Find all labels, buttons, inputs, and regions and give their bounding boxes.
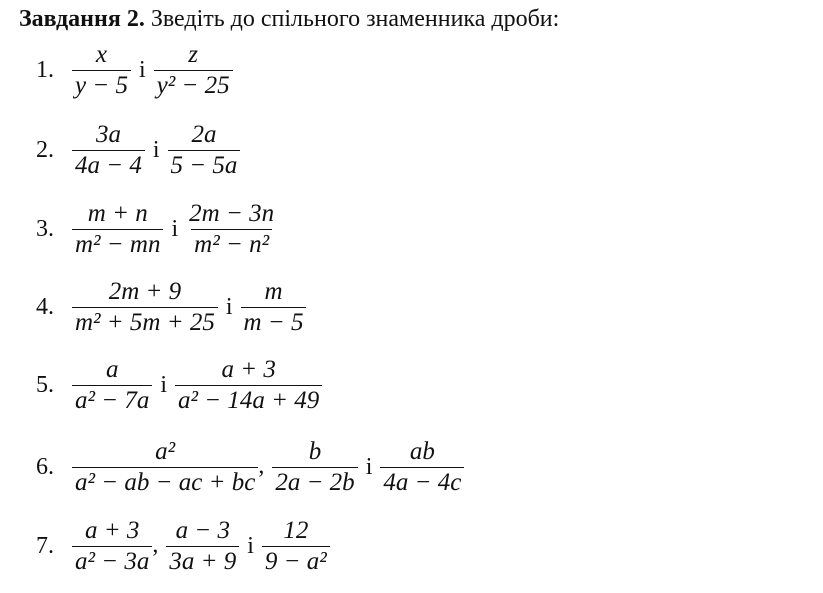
numerator: a + 3 (85, 517, 140, 544)
numerator: x (95, 41, 108, 68)
problem-number: 3. (36, 216, 54, 242)
denominator: 5 − 5a (168, 150, 241, 181)
conjunction: і (138, 57, 146, 83)
fraction (380, 437, 464, 498)
fraction (72, 516, 152, 577)
denominator: a² − 3a (72, 546, 152, 577)
comma-separator: , (258, 453, 265, 479)
denominator: 2a − 2b (272, 467, 357, 498)
problem-number: 5. (36, 372, 54, 398)
problem-number: 4. (36, 294, 54, 320)
conjunction: і (225, 294, 233, 320)
numerator: m + n (87, 200, 148, 227)
task-number: Завдання 2. (19, 6, 145, 32)
denominator: m² − mn (72, 229, 163, 260)
denominator: 4a − 4c (380, 467, 464, 498)
fraction (72, 199, 163, 260)
problem-number: 2. (36, 137, 54, 163)
fraction (72, 120, 145, 181)
numerator: ab (409, 438, 435, 465)
denominator: m² + 5m + 25 (72, 307, 218, 338)
denominator: m² − n² (191, 229, 272, 260)
fraction (186, 199, 277, 260)
task-heading (19, 4, 559, 34)
fraction (154, 40, 233, 101)
denominator: 4a − 4 (72, 150, 145, 181)
fraction (72, 355, 152, 416)
problem-2 (36, 120, 242, 181)
numerator: z (188, 41, 198, 68)
problem-number: 7. (36, 533, 54, 559)
conjunction: і (171, 216, 179, 242)
fraction (72, 277, 218, 338)
numerator: m (264, 278, 283, 305)
denominator: a² − ab − ac + bc (72, 467, 258, 498)
numerator: a (105, 356, 119, 383)
denominator: y² − 25 (154, 70, 233, 101)
conjunction: і (365, 454, 373, 480)
denominator: a² − 14a + 49 (175, 385, 322, 416)
numerator: a² (155, 438, 176, 465)
numerator: 2m + 9 (108, 278, 182, 305)
problem-number: 6. (36, 454, 54, 480)
problem-4 (36, 277, 308, 338)
problem-number: 1. (36, 57, 54, 83)
numerator: a − 3 (175, 517, 230, 544)
numerator: 12 (283, 517, 309, 544)
fraction (175, 355, 322, 416)
numerator: b (308, 438, 322, 465)
numerator: 2a (191, 121, 217, 148)
problem-1 (36, 40, 235, 101)
denominator: 9 − a² (262, 546, 330, 577)
problem-5 (36, 355, 324, 416)
fraction (262, 516, 330, 577)
problem-3 (36, 199, 279, 260)
task-instruction: Зведіть до спільного знаменника дроби: (150, 6, 560, 32)
fraction (168, 120, 241, 181)
conjunction: і (152, 137, 160, 163)
comma-separator: , (152, 532, 159, 558)
conjunction: і (247, 533, 254, 559)
denominator: a² − 7a (72, 385, 152, 416)
numerator: 2m − 3n (189, 200, 275, 227)
numerator: a + 3 (221, 356, 276, 383)
fraction (72, 40, 131, 101)
numerator: 3a (95, 121, 121, 148)
fraction (72, 437, 258, 498)
denominator: 3a + 9 (166, 546, 239, 577)
denominator: m − 5 (241, 307, 307, 338)
fraction (241, 277, 307, 338)
problem-6 (36, 437, 466, 498)
fraction (272, 437, 357, 498)
fraction (166, 516, 239, 577)
conjunction: і (160, 372, 168, 398)
denominator: y − 5 (72, 70, 131, 101)
problem-7 (36, 516, 332, 577)
